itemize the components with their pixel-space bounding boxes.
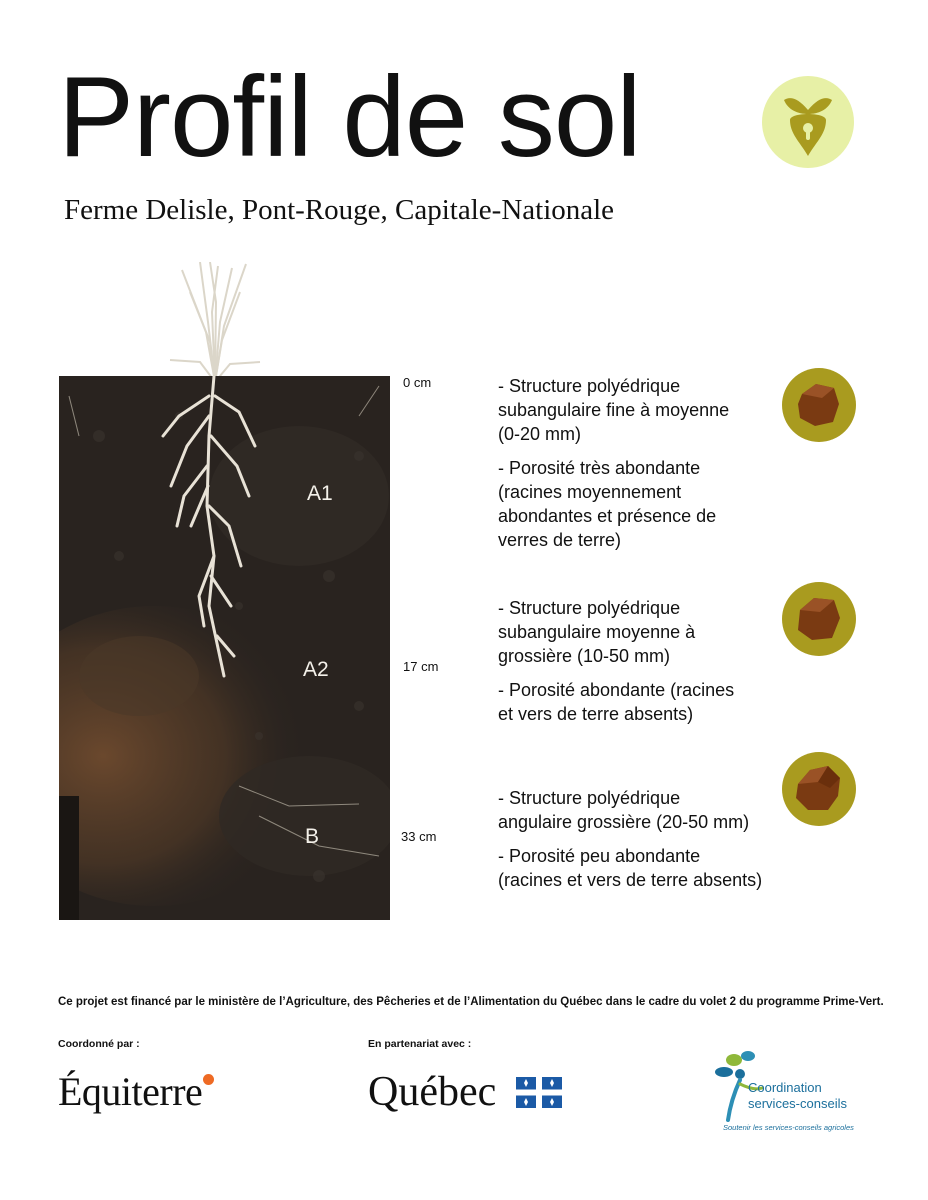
plant-roots-illustration [160, 262, 270, 382]
partnership-label: En partenariat avec : [368, 1038, 472, 1050]
csc-line2: services-conseils [748, 1096, 847, 1111]
quebec-flag-icon [516, 1077, 562, 1108]
equiterre-wordmark: Équiterre [58, 1069, 203, 1114]
horizon-a2-description [498, 596, 734, 736]
structure-text: - Structure polyédrique angulaire grossière (20-50 mm) [498, 788, 750, 832]
horizon-b-description [498, 786, 762, 902]
porosity-text: - Porosité très abondante (racines moyennement abondantes et présence de verres de terre) [498, 458, 717, 550]
equiterre-dot-icon [203, 1074, 214, 1085]
subangular-fine-aggregate-icon [782, 368, 856, 442]
depth-marker-33: 33 cm [401, 829, 437, 844]
equiterre-logo [58, 1068, 202, 1115]
funding-statement: Ce projet est financé par le ministère de l’Agriculture, des Pêcheries et de l’Alimentation du Québec dans le cadre du volet 2 du programme Prime-Vert. [58, 996, 884, 1008]
coordinated-by-label: Coordonné par : [58, 1038, 140, 1050]
horizon-label-b: B [305, 825, 320, 848]
porosity-text: - Porosité abondante (racines et vers de terre absents) [498, 680, 735, 724]
csc-line1: Coordination [748, 1080, 822, 1095]
radish-logo-icon [762, 76, 854, 168]
soil-profile-image [59, 376, 390, 920]
porosity-text: - Porosité peu abondante (racines et vers de terre absents) [498, 846, 763, 890]
subangular-medium-aggregate-icon [782, 582, 856, 656]
quebec-wordmark: Québec [368, 1069, 497, 1115]
horizon-label-a2: A2 [303, 658, 329, 681]
page-subtitle: Ferme Delisle, Pont-Rouge, Capitale-Nationale [64, 194, 615, 226]
depth-marker-17: 17 cm [403, 659, 439, 674]
depth-marker-0: 0 cm [403, 375, 432, 390]
horizon-a1-description [498, 374, 729, 562]
page-title: Profil de sol [58, 54, 641, 181]
horizon-label-a1: A1 [307, 482, 333, 505]
csc-tagline: Soutenir les services-conseils agricoles [723, 1123, 854, 1132]
structure-text: - Structure polyédrique subangulaire moyenne à grossière (10-50 mm) [498, 598, 696, 666]
csc-name [748, 1080, 847, 1112]
angular-coarse-aggregate-icon [782, 752, 856, 826]
structure-text: - Structure polyédrique subangulaire fine à moyenne (0-20 mm) [498, 376, 730, 444]
